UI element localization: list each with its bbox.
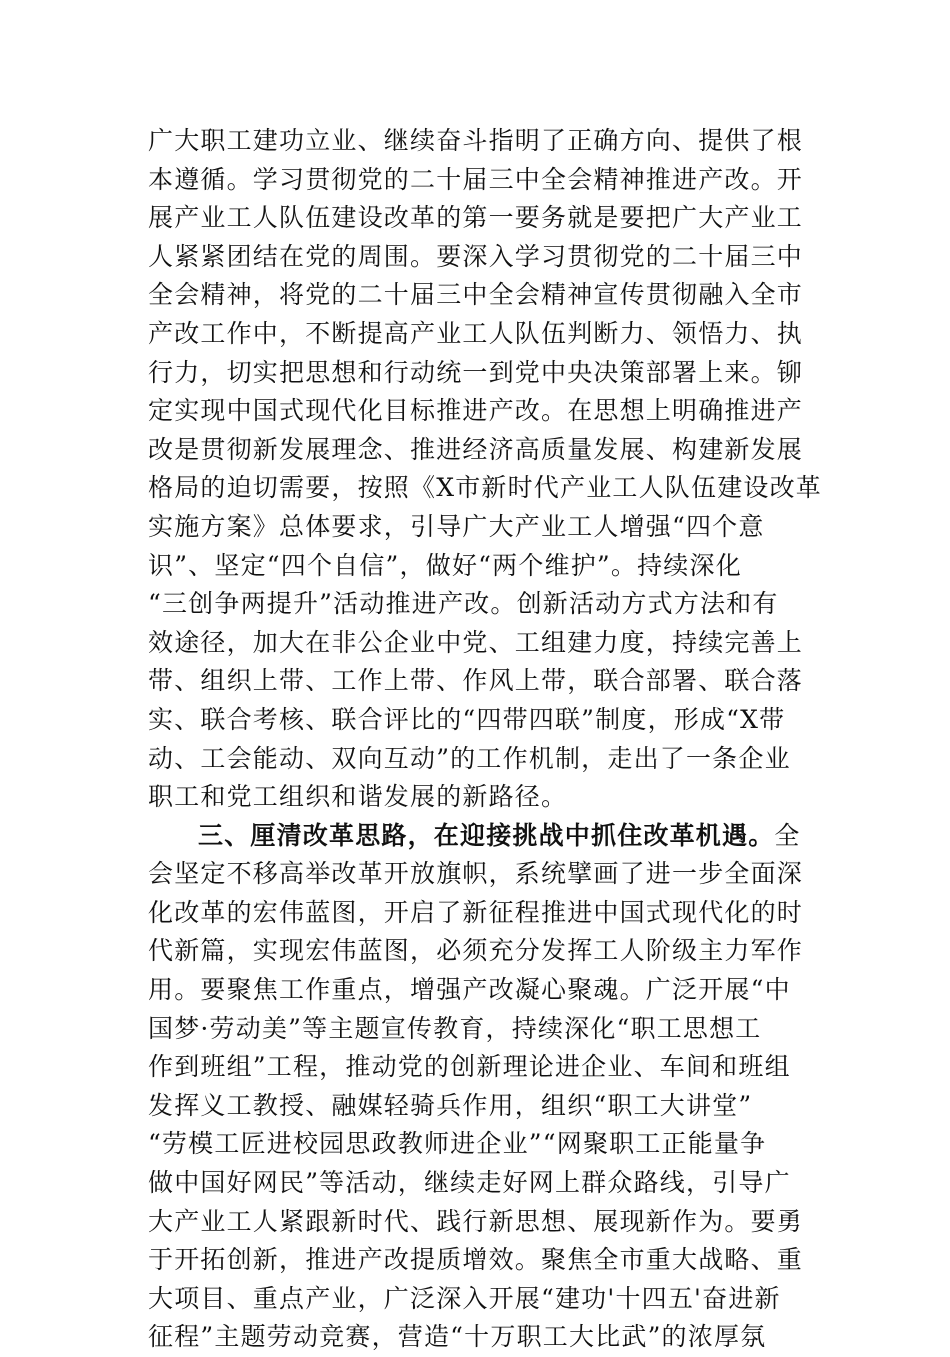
text-line: 行力，切实把思想和行动统一到党中央决策部署上来。铆	[148, 357, 804, 387]
text-line: “三创争两提升”活动推进产改。创新活动方式方法和有	[148, 589, 779, 619]
text-line: 大项目、重点产业，广泛深入开展“建功'十四五'奋进新	[148, 1283, 781, 1313]
text-line: 广大职工建功立业、继续奋斗指明了正确方向、提供了根	[148, 126, 804, 155]
text-line: 实、联合考核、联合评比的“四带四联”制度，形成“X带	[148, 704, 786, 734]
text-line: 大产业工人紧跟新时代、践行新思想、展现新作为。要勇	[148, 1206, 804, 1236]
text-line: 人紧紧团结在党的周围。要深入学习贯彻党的二十届三中	[148, 241, 804, 271]
text-line: 于开拓创新，推进产改提质增效。聚焦全市重大战略、重	[148, 1245, 804, 1275]
text-line: 发挥义工教授、融媒轻骑兵作用，组织“职工大讲堂”	[148, 1090, 753, 1120]
text-line: 动、工会能动、双向互动”的工作机制，走出了一条企业	[148, 743, 791, 773]
text-line: 展产业工人队伍建设改革的第一要务就是要把广大产业工	[148, 203, 804, 233]
text-line: 产改工作中，不断提高产业工人队伍判断力、领悟力、执	[148, 318, 804, 348]
text-line: 征程”主题劳动竞赛，营造“十万职工大比武”的浓厚氛	[148, 1322, 767, 1352]
text-line: 职工和党工组织和谐发展的新路径。	[148, 782, 568, 812]
text-line: 作到班组”工程，推动党的创新理论进企业、车间和班组	[148, 1052, 791, 1082]
body-text	[148, 122, 823, 1357]
text-line: 识”、坚定“四个自信”，做好“两个维护”。持续深化	[148, 550, 742, 580]
section-heading-line	[148, 817, 808, 856]
text-line: “劳模工匠进校园思政教师进企业”“网聚职工正能量争	[148, 1129, 767, 1159]
section-heading-tail: 全	[774, 820, 801, 850]
text-line: 化改革的宏伟蓝图，开启了新征程推进中国式现代化的时	[148, 897, 804, 927]
text-line: 带、组织上带、工作上带、作风上带，联合部署、联合落	[148, 666, 804, 696]
text-line: 国梦·劳动美”等主题宣传教育，持续深化“职工思想工	[148, 1013, 762, 1043]
text-line: 实施方案》总体要求，引导广大产业工人增强“四个意	[148, 511, 765, 541]
text-line: 做中国好网民”等活动，继续走好网上群众路线，引导广	[148, 1168, 791, 1198]
text-line: 格局的迫切需要，按照《X市新时代产业工人队伍建设改革	[148, 473, 823, 503]
text-line: 代新篇，实现宏伟蓝图，必须充分发挥工人阶级主力军作	[148, 936, 804, 966]
text-line: 效途径，加大在非公企业中党、工组建力度，持续完善上	[148, 627, 804, 657]
text-line: 会坚定不移高举改革开放旗帜，系统擘画了进一步全面深	[148, 859, 804, 889]
text-line: 全会精神，将党的二十届三中全会精神宣传贯彻融入全市	[148, 280, 804, 310]
text-line: 用。要聚焦工作重点，增强产改凝心聚魂。广泛开展“中	[148, 975, 791, 1005]
section-heading: 三、厘清改革思路，在迎接挑战中抓住改革机遇。	[198, 820, 775, 850]
text-line: 改是贯彻新发展理念、推进经济高质量发展、构建新发展	[148, 434, 804, 464]
text-line: 本遵循。学习贯彻党的二十届三中全会精神推进产改。开	[148, 164, 804, 194]
text-line: 定实现中国式现代化目标推进产改。在思想上明确推进产	[148, 396, 804, 426]
